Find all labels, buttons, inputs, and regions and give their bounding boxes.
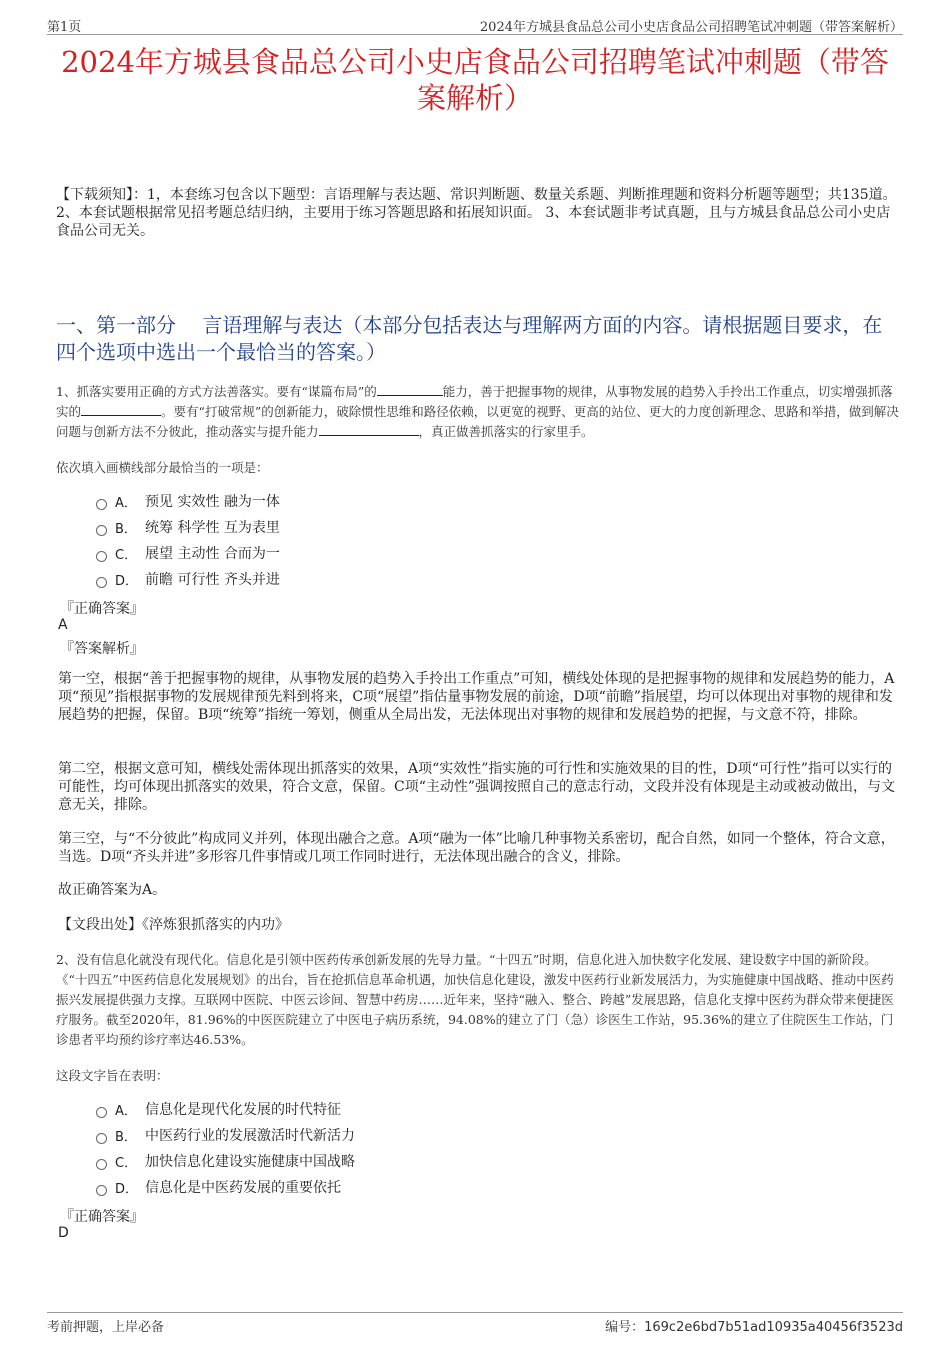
option-c[interactable] [96, 1148, 355, 1174]
fill-blank [319, 422, 419, 436]
option-text: 预见 实效性 融为一体 [145, 494, 280, 510]
page-header [47, 14, 903, 35]
option-text: 中医药行业的发展激活时代新活力 [145, 1128, 355, 1144]
option-text: 信息化是中医药发展的重要依托 [145, 1180, 341, 1196]
fill-blank [81, 402, 161, 416]
q1-stem-part3: 。要有“打破常规”的创新能力，破除惯性思维和路径依赖，以更宽的视野、更高的站位、更大的力度创新理念、思路和举措，做到解决问题与创新方法不分彼此，推动落实与提升能力 [56, 404, 899, 439]
radio-icon[interactable] [96, 525, 107, 536]
question-2-prompt: 这段文字旨在表明： [56, 1068, 169, 1083]
option-text: 加快信息化建设实施健康中国战略 [145, 1154, 355, 1170]
radio-icon[interactable] [96, 551, 107, 562]
download-notice: 【下载须知】：1，本套练习包含以下题型：言语理解与表达题、常识判断题、数量关系题、判断推理题和资料分析题等题型；共135道。 2、本套试题根据常见招考题总结归纳，主要用于练习答题思路和拓展知识面。 3、本套试题非考试真题，且与方城县食品总公司小史店食品公司无关。 [56, 187, 897, 239]
question-1-stem [56, 382, 900, 442]
option-letter: C． [115, 1155, 138, 1171]
code-value: 169c2e6bd7b51ad10935a40456f3523d [644, 1320, 903, 1335]
radio-icon[interactable] [96, 1159, 107, 1170]
option-a[interactable] [96, 1096, 355, 1122]
option-d[interactable] [96, 566, 280, 592]
q1-stem-part4: ，真正做善抓落实的行家里手。 [418, 424, 594, 439]
header-doc-title: 2024年方城县食品总公司小史店食品公司招聘笔试冲刺题（带答案解析） [479, 20, 903, 35]
footer-slogan: 考前押题，上岸必备 [47, 1320, 165, 1335]
analysis-conclusion: 故正确答案为A。 [58, 882, 167, 898]
question-1-options [96, 488, 280, 592]
option-text: 展望 主动性 合而为一 [145, 546, 280, 562]
correct-answer-label: 『正确答案』 [60, 1209, 144, 1225]
option-text: 前瞻 可行性 齐头并进 [145, 572, 280, 588]
question-2-stem: 2、没有信息化就没有现代化。信息化是引领中医药传承创新发展的先导力量。“十四五”时期，信息化进入加快数字化发展、建设数字中国的新阶段。《“十四五”中医药信息化发展规划》的出台，旨在抢抓信息革命机遇，加快信息化建设，激发中医药行业新发展活力，为实施健康中国战略、推动中医药振兴发展提供强力支撑。互联网中医院、中医云诊间、智慧中药房……近年来，坚持“融入、整合、跨越”发展思路，信息化支撑中医药为群众带来便捷医疗服务。截至2020年，81.96%的中医医院建立了中医电子病历系统，94.08%的建立了门（急）诊医生工作站，95.36%的建立了住院医生工作站，门诊患者平均预约诊疗率达46.53%。 [56, 952, 894, 1047]
option-letter: A． [115, 495, 137, 511]
source-reference: 【文段出处】《淬炼狠抓落实的内功》 [58, 917, 289, 933]
option-a[interactable] [96, 488, 280, 514]
section-heading: 一、第一部分 言语理解与表达（本部分包括表达与理解两方面的内容。请根据题目要求，在四个选项中选出一个最恰当的答案。） [56, 313, 883, 364]
radio-icon[interactable] [96, 499, 107, 510]
page-number: 第1页 [47, 20, 82, 35]
analysis-paragraph: 第一空，根据“善于把握事物的规律，从事物发展的趋势入手拎出工作重点”可知，横线处体现的是把握事物的规律和发展趋势的能力，A项“预见”指根据事物的发展规律预先料到将来，C项“展望”指估量事物发展的前途，D项“前瞻”指展望，均可以体现出对事物的规律和发展趋势的把握，保留。B项“统筹”指统一筹划，侧重从全局出发，无法体现出对事物的规律和发展趋势的把握，与文意不符，排除。 [58, 671, 895, 723]
option-letter: C． [115, 547, 138, 563]
option-letter: D． [115, 1181, 139, 1197]
document-code [605, 1316, 903, 1335]
q1-stem-part2: 能力，善于把握事物的规律，从事物发展的趋势入手拎出工作重点，切实增强抓落实的 [56, 384, 893, 419]
option-text: 统筹 科学性 互为表里 [145, 520, 280, 536]
correct-answer-label: 『正确答案』 [60, 601, 144, 617]
analysis-paragraph: 第二空，根据文意可知，横线处需体现出抓落实的效果，A项“实效性”指实施的可行性和实施效果的目的性，D项“可行性”指可以实行的可能性，均可体现出抓落实的效果，符合文意，保留。C项“主动性”强调按照自己的意志行动，文段并没有体现是主动或被动做出，与文意无关，排除。 [58, 761, 896, 813]
option-letter: D． [115, 573, 139, 589]
radio-icon[interactable] [96, 577, 107, 588]
option-d[interactable] [96, 1174, 355, 1200]
radio-icon[interactable] [96, 1185, 107, 1196]
analysis-paragraph: 第三空，与“不分彼此”构成同义并列，体现出融合之意。A项“融为一体”比喻几种事物关系密切，配合自然，如同一个整体，符合文意，当选。D项“齐头并进”多形容几件事情或几项工作同时进行，无法体现出融合的含义，排除。 [58, 831, 895, 865]
q1-stem-part1: 1、抓落实要用正确的方式方法善落实。要有“谋篇布局”的 [56, 384, 377, 399]
code-label: 编号： [605, 1320, 645, 1335]
option-letter: B． [115, 1129, 137, 1145]
analysis-label: 『答案解析』 [60, 641, 144, 657]
fill-blank [377, 382, 443, 396]
correct-answer: D [58, 1225, 69, 1241]
option-b[interactable] [96, 514, 280, 540]
option-b[interactable] [96, 1122, 355, 1148]
question-1-prompt: 依次填入画横线部分最恰当的一项是： [56, 460, 269, 475]
radio-icon[interactable] [96, 1133, 107, 1144]
question-2-options [96, 1096, 355, 1200]
radio-icon[interactable] [96, 1107, 107, 1118]
option-letter: A． [115, 1103, 137, 1119]
option-text: 信息化是现代化发展的时代特征 [145, 1102, 341, 1118]
correct-answer: A [58, 617, 68, 633]
page-footer [47, 1312, 903, 1335]
option-letter: B． [115, 521, 137, 537]
option-c[interactable] [96, 540, 280, 566]
document-title: 2024年方城县食品总公司小史店食品公司招聘笔试冲刺题（带答案解析） [61, 45, 889, 115]
